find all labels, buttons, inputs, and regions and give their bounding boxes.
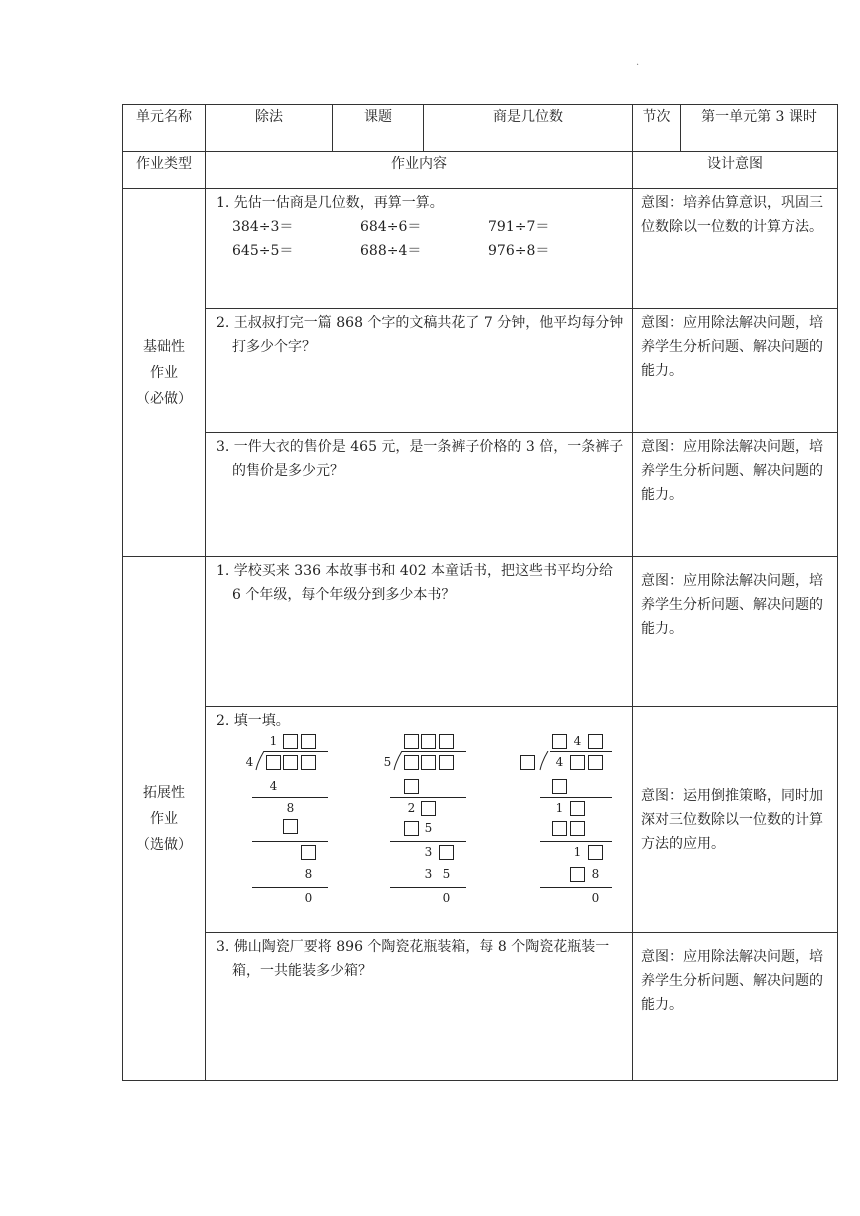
blank-box[interactable] [301, 845, 316, 860]
blank-box[interactable] [404, 755, 419, 770]
calc-grid: 384÷3＝ 684÷6＝ 791÷7＝ 645÷5＝ 688÷4＝ 976÷8＝ [232, 219, 550, 259]
col-type: 作业类型 [123, 152, 206, 189]
basic-q2-row [123, 309, 838, 433]
blank-box[interactable] [266, 755, 281, 770]
ext-type: 拓展性 作业 （选做） [123, 557, 206, 1081]
ext-q2-row [123, 707, 838, 933]
basic-q3-intent: 意图：应用除法解决问题，培养学生分析问题、解决问题的能力。 [633, 433, 838, 557]
blank-box[interactable] [439, 734, 454, 749]
division-puzzles [216, 733, 624, 923]
blank-box[interactable] [421, 734, 436, 749]
blank-box[interactable] [421, 755, 436, 770]
blank-box[interactable] [552, 821, 567, 836]
col-intent: 设计意图 [633, 152, 838, 189]
blank-box[interactable] [552, 779, 567, 794]
lesson-label: 节次 [633, 105, 681, 152]
basic-q3-row [123, 433, 838, 557]
basic-type: 基础性 作业 （必做） [123, 189, 206, 557]
lesson-value: 第一单元第 3 课时 [681, 105, 838, 152]
division-puzzle-2: 5 2 5 3 3 5 0 [376, 733, 466, 923]
blank-box[interactable] [552, 734, 567, 749]
division-puzzle-1: 1 4 4 8 8 0 [238, 733, 328, 923]
basic-q3-content: 3. 一件大衣的售价是 465 元，是一条裤子价格的 3 倍，一条裤子的售价是多少元？ [206, 433, 633, 557]
blank-box[interactable] [520, 755, 535, 770]
col-content: 作业内容 [206, 152, 633, 189]
division-puzzle-3: 4 4 1 1 8 0 [514, 733, 614, 923]
basic-q1-row [123, 189, 838, 309]
ext-q3-row [123, 933, 838, 1081]
ext-q2-content: 2. 填一填。 1 4 4 8 8 0 5 2 5 3 3 5 0 4 4 1 1 8 0 [206, 707, 633, 933]
basic-q1-content: 1. 先估一估商是几位数，再算一算。 384÷3＝ 684÷6＝ 791÷7＝ 645÷5＝ 688÷4＝ 976÷8＝ [206, 189, 633, 309]
topic-value: 商是几位数 [424, 105, 633, 152]
unit-value: 除法 [206, 105, 333, 152]
blank-box[interactable] [301, 755, 316, 770]
blank-box[interactable] [283, 819, 298, 834]
page-mark: · [636, 60, 640, 71]
basic-q2-intent: 意图：应用除法解决问题，培养学生分析问题、解决问题的能力。 [633, 309, 838, 433]
blank-box[interactable] [439, 755, 454, 770]
division-bracket [538, 751, 550, 771]
ext-q2-intent: 意图：运用倒推策略，同时加深对三位数除以一位数的计算方法的应用。 [633, 707, 838, 933]
blank-box[interactable] [570, 867, 585, 882]
basic-q1-intent: 意图：培养估算意识，巩固三位数除以一位数的计算方法。 [633, 189, 838, 309]
topic-label: 课题 [333, 105, 424, 152]
blank-box[interactable] [570, 821, 585, 836]
column-header-row [123, 152, 838, 189]
ext-q1-content: 1. 学校买来 336 本故事书和 402 本童话书，把这些书平均分给 6 个年级，每个年级分到多少本书？ [206, 557, 633, 707]
homework-table [122, 104, 838, 1081]
blank-box[interactable] [588, 734, 603, 749]
ext-q3-intent: 意图：应用除法解决问题，培养学生分析问题、解决问题的能力。 [633, 933, 838, 1081]
blank-box[interactable] [283, 734, 298, 749]
blank-box[interactable] [283, 755, 298, 770]
ext-q1-row [123, 557, 838, 707]
unit-label: 单元名称 [123, 105, 206, 152]
ext-q1-intent: 意图：应用除法解决问题，培养学生分析问题、解决问题的能力。 [633, 557, 838, 707]
blank-box[interactable] [570, 801, 585, 816]
blank-box[interactable] [439, 845, 454, 860]
blank-box[interactable] [588, 755, 603, 770]
header-row [123, 105, 838, 152]
blank-box[interactable] [404, 821, 419, 836]
blank-box[interactable] [588, 845, 603, 860]
blank-box[interactable] [404, 734, 419, 749]
blank-box[interactable] [421, 801, 436, 816]
blank-box[interactable] [301, 734, 316, 749]
blank-box[interactable] [570, 755, 585, 770]
basic-q2-content: 2. 王叔叔打完一篇 868 个字的文稿共花了 7 分钟，他平均每分钟打多少个字？ [206, 309, 633, 433]
blank-box[interactable] [404, 779, 419, 794]
ext-q3-content: 3. 佛山陶瓷厂要将 896 个陶瓷花瓶装箱，每 8 个陶瓷花瓶装一箱，一共能装多少箱？ [206, 933, 633, 1081]
